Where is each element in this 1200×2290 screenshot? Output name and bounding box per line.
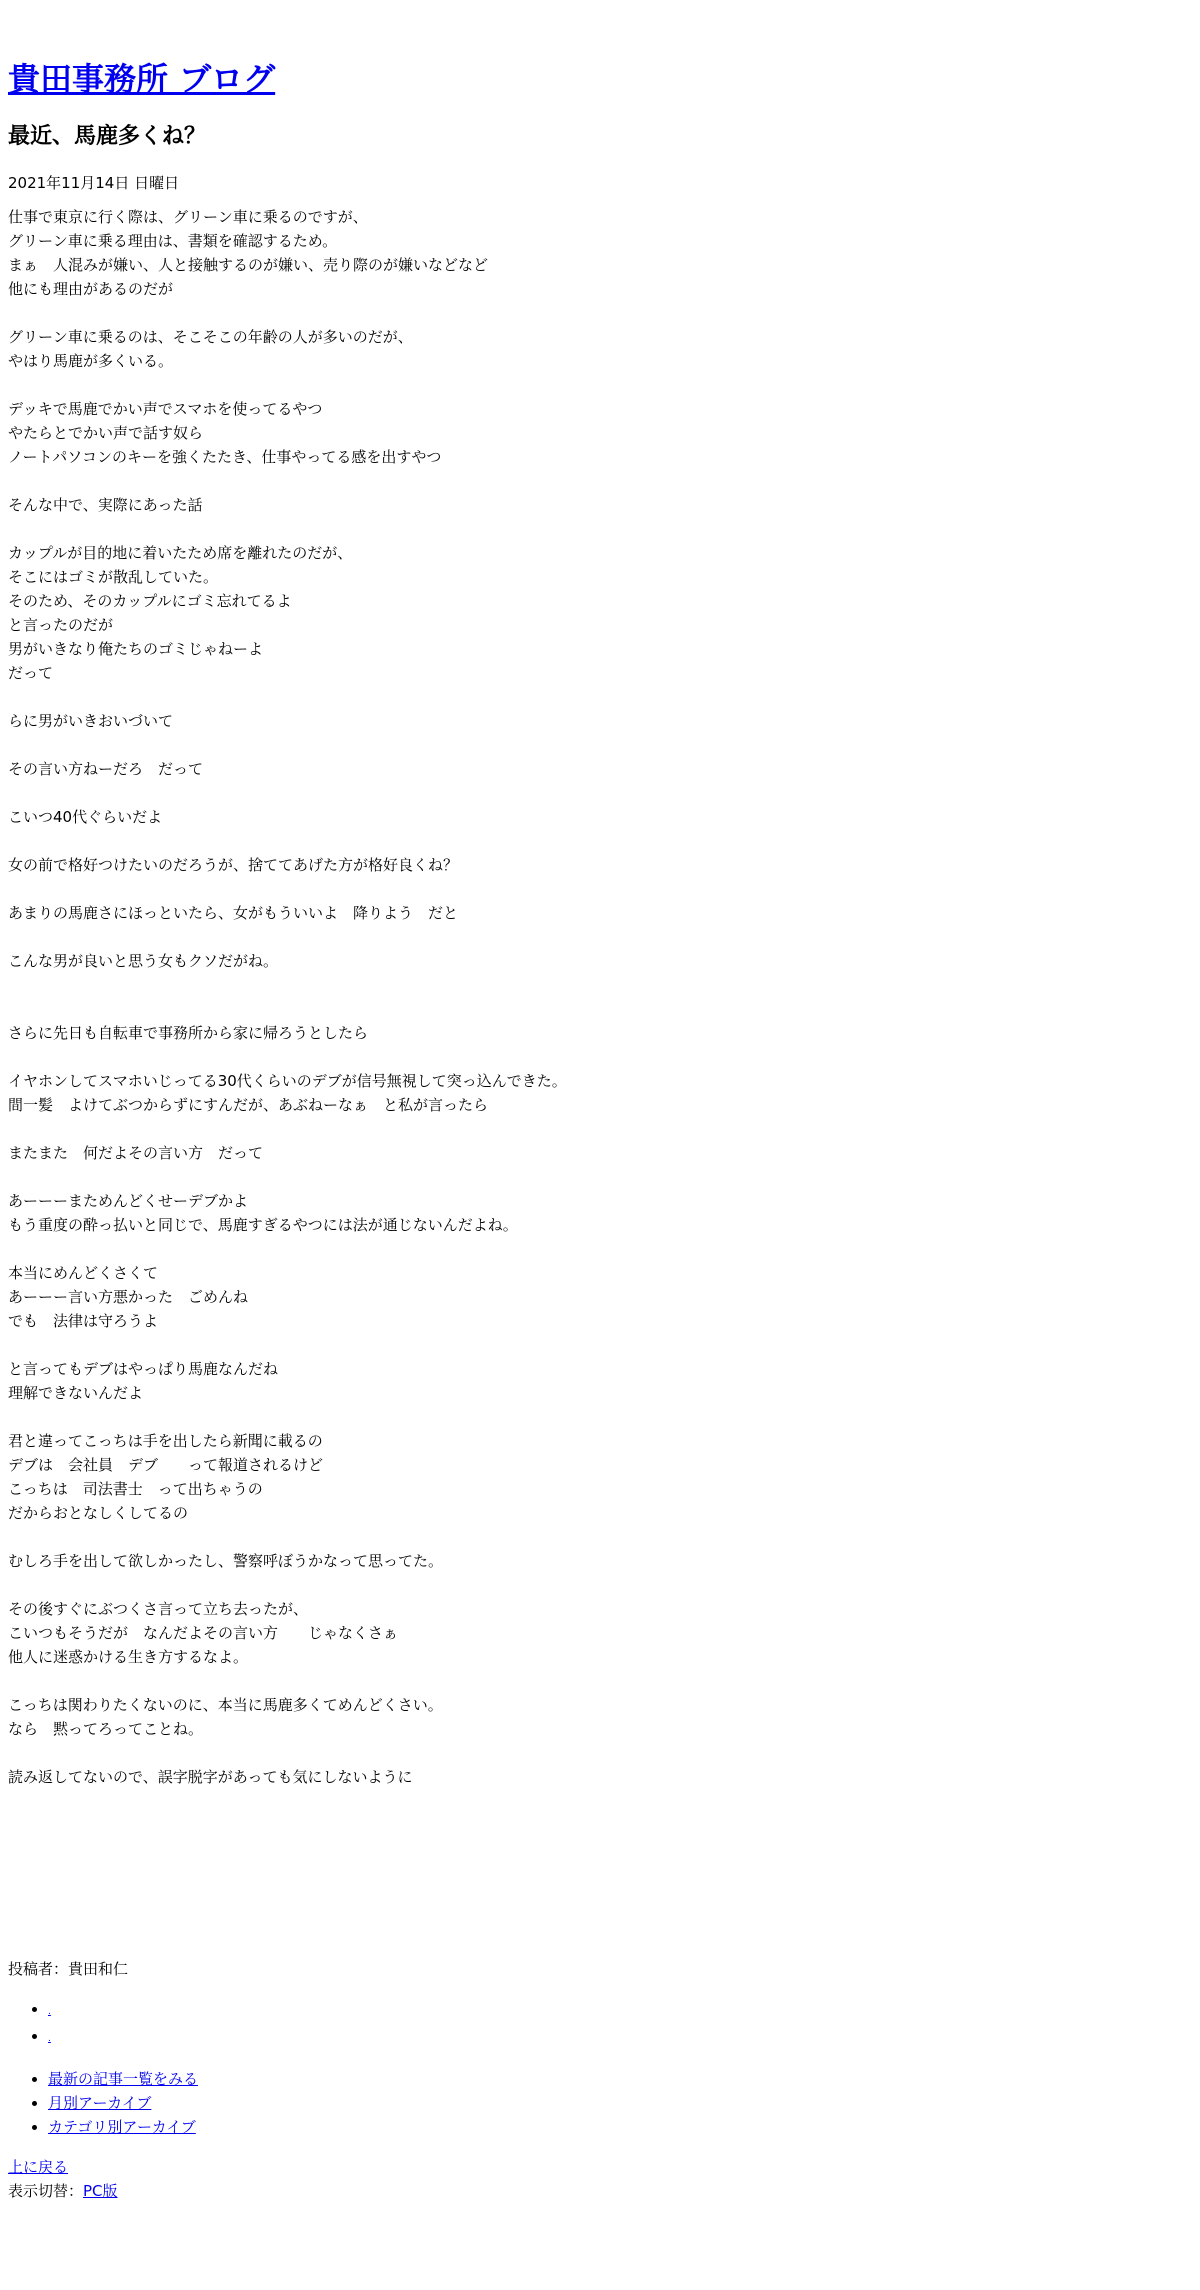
blank-line — [8, 925, 1192, 949]
body-line: 君と違ってこっちは手を出したら新聞に載るの — [8, 1432, 323, 1450]
body-line: イヤホンしてスマホいじってる30代くらいのデブが信号無視して突っ込んできた。 — [8, 1072, 567, 1090]
body-line: さらに先日も自転車で事務所から家に帰ろうとしたら — [8, 1024, 369, 1042]
pager-link-next[interactable]: . — [48, 2034, 51, 2044]
entry-date: 2021年11月14日 日曜日 — [8, 174, 180, 192]
blank-line — [8, 1117, 1192, 1141]
body-line: やはり馬鹿が多くいる。 — [8, 352, 174, 370]
monthly-archive-link[interactable]: 月別アーカイブ — [48, 2094, 152, 2112]
body-line: こいつ40代ぐらいだよ — [8, 808, 163, 826]
blank-line — [8, 1405, 1192, 1429]
author-line: 投稿者：貴田和仁 — [8, 1960, 129, 1978]
blank-line — [8, 373, 1192, 397]
blank-line — [8, 1045, 1192, 1069]
body-line: そんな中で、実際にあった話 — [8, 496, 203, 514]
body-line: 仕事で東京に行く際は、グリーン車に乗るのですが、 — [8, 208, 368, 226]
archive-link-item — [48, 2067, 1192, 2091]
body-line: その後すぐにぶつくさ言って立ち去ったが、 — [8, 1600, 309, 1618]
body-line: 他にも理由があるのだが — [8, 280, 174, 298]
entry-title: 最近、馬鹿多くね？ — [8, 124, 207, 149]
body-line: と言ったのだが — [8, 616, 114, 634]
body-line: 女の前で格好つけたいのだろうが、捨ててあげた方が格好良くね？ — [8, 856, 459, 874]
body-line: グリーン車に乗る理由は、書類を確認するため。 — [8, 232, 338, 250]
blank-line — [8, 301, 1192, 325]
body-line: だからおとなしくしてるの — [8, 1504, 189, 1522]
blank-line — [8, 1237, 1192, 1261]
display-switch-label: 表示切替： — [8, 2182, 84, 2200]
body-line: こいつもそうだが なんだよその言い方 じゃなくさぁ — [8, 1624, 399, 1642]
back-to-top-row — [8, 2155, 1192, 2179]
blank-line — [8, 997, 1192, 1021]
body-line: デブは 会社員 デブ って報道されるけど — [8, 1456, 324, 1474]
body-line: やたらとでかい声で話す奴ら — [8, 424, 204, 442]
body-line: こっちは関わりたくないのに、本当に馬鹿多くてめんどくさい。 — [8, 1696, 443, 1714]
body-line: あーーー言い方悪かった ごめんね — [8, 1288, 249, 1306]
body-line: あまりの馬鹿さにほっといたら、女がもういいよ 降りよう だと — [8, 904, 459, 922]
body-line: カップルが目的地に着いたため席を離れたのだが、 — [8, 544, 353, 562]
body-line: でも 法律は守ろうよ — [8, 1312, 159, 1330]
blank-line — [8, 1165, 1192, 1189]
body-line: あーーーまためんどくせーデブかよ — [8, 1192, 249, 1210]
blank-line — [8, 685, 1192, 709]
body-line: こんな男が良いと思う女もクソだがね。 — [8, 952, 279, 970]
body-line: そこにはゴミが散乱していた。 — [8, 568, 219, 586]
page — [0, 58, 1200, 2203]
footer-nav — [8, 2155, 1192, 2203]
category-archive-link[interactable]: カテゴリ別アーカイブ — [48, 2118, 196, 2136]
pager-item — [48, 2024, 1192, 2051]
blank-line — [8, 877, 1192, 901]
latest-articles-link[interactable]: 最新の記事一覧をみる — [48, 2070, 199, 2088]
blank-line — [8, 781, 1192, 805]
blank-line — [8, 829, 1192, 853]
blog-title — [8, 58, 1192, 100]
body-line: 間一髪 よけてぶつからずにすんだが、あぶねーなぁ と私が言ったら — [8, 1096, 489, 1114]
archive-links-list — [8, 2067, 1192, 2139]
body-line: なら 黙ってろってことね。 — [8, 1720, 204, 1738]
pager-item — [48, 1997, 1192, 2024]
body-line: と言ってもデブはやっぱり馬鹿なんだね — [8, 1360, 279, 1378]
body-line: その言い方ねーだろ だって — [8, 760, 204, 778]
blank-line — [8, 517, 1192, 541]
blank-line — [8, 1573, 1192, 1597]
body-line: だって — [8, 664, 54, 682]
display-switch-row — [8, 2179, 1192, 2203]
blank-line — [8, 733, 1192, 757]
body-line: グリーン車に乗るのは、そこそこの年齢の人が多いのだが、 — [8, 328, 413, 346]
body-line: 男がいきなり俺たちのゴミじゃねーよ — [8, 640, 264, 658]
blank-line — [8, 973, 1192, 997]
blog-title-link[interactable]: 貴田事務所 ブログ — [8, 60, 276, 98]
pager-list — [8, 1997, 1192, 2051]
body-line: ノートパソコンのキーを強くたたき、仕事やってる感を出すやつ — [8, 448, 442, 466]
pc-version-link[interactable]: PC版 — [83, 2182, 118, 2200]
body-line: 本当にめんどくさくて — [8, 1264, 159, 1282]
archive-link-item — [48, 2091, 1192, 2115]
blank-line — [8, 1333, 1192, 1357]
body-line: 理解できないんだよ — [8, 1384, 144, 1402]
body-line: むしろ手を出して欲しかったし、警察呼ぼうかなって思ってた。 — [8, 1552, 444, 1570]
body-line: そのため、そのカップルにゴミ忘れてるよ — [8, 592, 292, 610]
body-line: またまた 何だよその言い方 だって — [8, 1144, 264, 1162]
body-line: デッキで馬鹿でかい声でスマホを使ってるやつ — [8, 400, 323, 418]
pager-link-previous[interactable]: . — [48, 2007, 51, 2017]
blank-line — [8, 1669, 1192, 1693]
blank-line — [8, 1741, 1192, 1765]
body-line: 他人に迷惑かける生き方するなよ。 — [8, 1648, 249, 1666]
archive-link-item — [48, 2115, 1192, 2139]
body-line: こっちは 司法書士 って出ちゃうの — [8, 1480, 263, 1498]
body-line: もう重度の酔っ払いと同じで、馬鹿すぎるやつには法が通じないんだよね。 — [8, 1216, 518, 1234]
body-line: らに男がいきおいづいて — [8, 712, 174, 730]
body-line: まぁ 人混みが嫌い、人と接触するのが嫌い、売り際のが嫌いなどなど — [8, 256, 489, 274]
back-to-top-link[interactable]: 上に戻る — [8, 2158, 69, 2176]
blank-line — [8, 469, 1192, 493]
body-line: 読み返してないので、誤字脱字があっても気にしないように — [8, 1768, 413, 1786]
entry-body — [8, 205, 1192, 1789]
blank-line — [8, 1525, 1192, 1549]
